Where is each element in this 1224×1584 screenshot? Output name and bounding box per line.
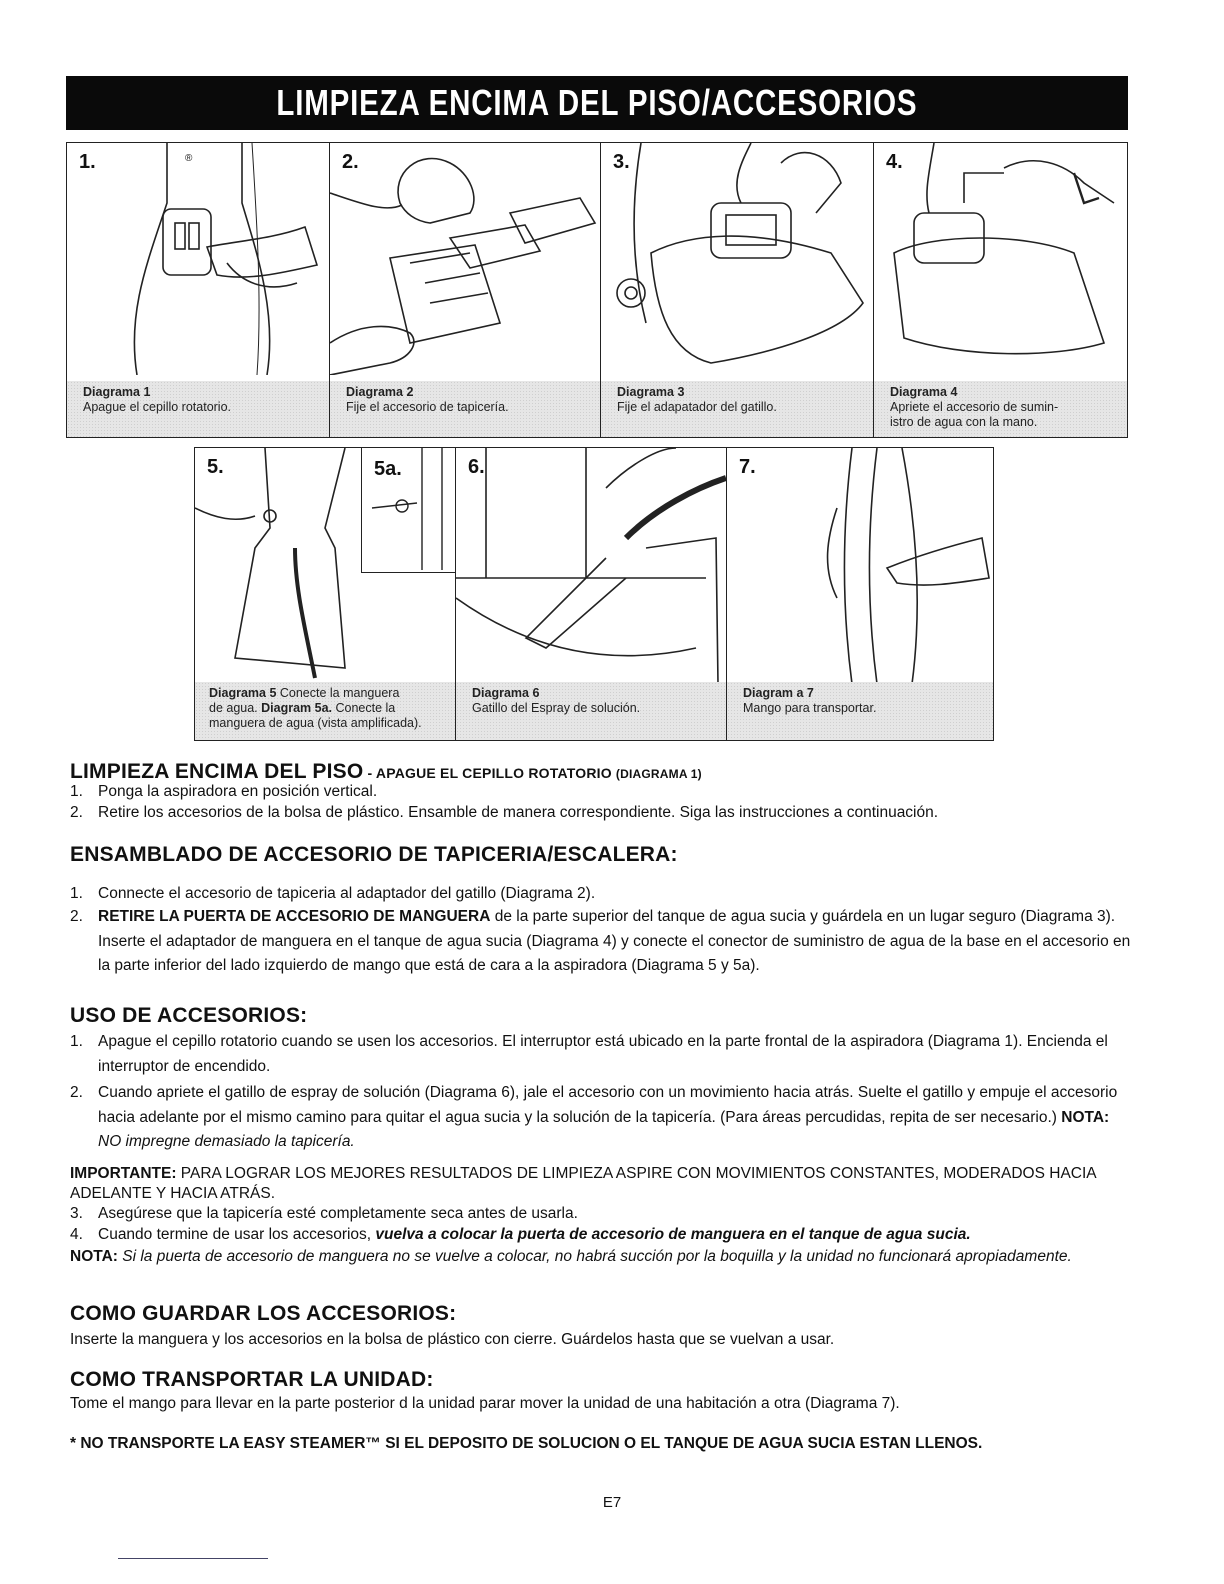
list-item-text: Connecte el accesorio de tapiceria al adaptador del gatillo (Diagrama 2). xyxy=(98,885,596,902)
diagram-6-panel xyxy=(455,447,727,741)
heading-transportar: COMO TRANSPORTAR LA UNIDAD: xyxy=(70,1368,434,1391)
diagram-1-text: Apague el cepillo rotatorio. xyxy=(83,400,232,414)
diagram-4-panel xyxy=(873,142,1128,438)
diagram-7-caption xyxy=(727,682,993,740)
list-item-text: Retire los accesorios de la bolsa de plástico. Ensamble de manera correspondiente. Siga las instrucciones a continuación. xyxy=(98,804,939,821)
diagram-6-caption xyxy=(456,682,726,740)
importante-text: PARA LOGRAR LOS MEJORES RESULTADOS DE LIMPIEZA ASPIRE CON MOVIMIENTOS CONSTANTES, MODERADOS HACIA ADELANTE Y HACIA ATRÁS. xyxy=(70,1165,1096,1202)
heading-guardar: COMO GUARDAR LOS ACCESORIOS: xyxy=(70,1302,457,1325)
list-item-number: 2. xyxy=(70,908,83,925)
diagram-3-illustration xyxy=(601,143,874,375)
nota-note xyxy=(70,1247,1130,1267)
importante-note xyxy=(70,1164,1130,1204)
list-item-text: Ponga la aspiradora en posición vertical. xyxy=(98,783,378,800)
diagram-1-illustration xyxy=(67,143,330,375)
diagram-4-text-2: istro de agua con la mano. xyxy=(890,415,1038,429)
list-item-number: 1. xyxy=(70,1033,83,1050)
diagram-2-title: Diagrama 2 xyxy=(346,385,414,399)
diagram-4-caption xyxy=(874,381,1127,437)
diagram-3-title: Diagrama 3 xyxy=(617,385,685,399)
list-item xyxy=(70,801,1132,826)
page-number: E7 xyxy=(602,1494,622,1511)
list-item-number: 1. xyxy=(70,783,83,800)
list-item xyxy=(70,1030,1132,1079)
diagram-5-text-3: manguera de agua (vista amplificada). xyxy=(209,716,422,730)
heading-limpieza-paren: (DIAGRAMA 1) xyxy=(615,767,702,781)
warning-text: * NO TRANSPORTE LA EASY STEAMER™ SI EL DEPOSITO DE SOLUCION O EL TANQUE DE AGUA SUCIA ESTAN LLENOS. xyxy=(70,1435,983,1452)
list-item-number: 3. xyxy=(70,1205,83,1222)
list-item-text-wrap xyxy=(98,905,1132,979)
diagram-5-caption xyxy=(195,682,455,740)
diagram-2-text: Fije el accesorio de tapicería. xyxy=(346,400,509,414)
diagram-5a-inset xyxy=(361,447,456,573)
diagram-6-title: Diagrama 6 xyxy=(472,686,540,700)
diagram-5a-title: Diagram 5a. xyxy=(261,701,333,715)
diagram-3-caption xyxy=(601,381,873,437)
diagram-5-text-2b: Conecte la xyxy=(332,701,396,715)
diagram-3-panel xyxy=(600,142,874,438)
list-item xyxy=(70,1204,1132,1224)
list-item-text: Cuando termine de usar los accesorios, xyxy=(98,1226,376,1243)
diagram-5-panel xyxy=(194,447,456,741)
diagram-4-number: 4. xyxy=(886,151,903,173)
diagram-2-illustration xyxy=(330,143,601,375)
list-item-text-wrap xyxy=(98,1225,1132,1245)
heading-uso: USO DE ACCESORIOS: xyxy=(70,1004,308,1027)
nota-label: NOTA: xyxy=(1061,1108,1110,1126)
diagram-4-title: Diagrama 4 xyxy=(890,385,958,399)
list-item xyxy=(70,882,1132,907)
list-item xyxy=(70,1225,1132,1245)
diagram-5-text-2a: de agua. xyxy=(209,701,262,715)
diagram-2-panel xyxy=(329,142,601,438)
list-item-number: 1. xyxy=(70,885,83,902)
guardar-text: Inserte la manguera y los accesorios en la bolsa de plástico con cierre. Guárdelos hasta que se vuelvan a usar. xyxy=(70,1331,835,1348)
list-item-text: Apague el cepillo rotatorio cuando se usen los accesorios. El interruptor está ubicado en la parte frontal de la aspiradora (Diagrama 1). Encienda el interruptor de encendido. xyxy=(98,1033,1108,1075)
diagram-2-number: 2. xyxy=(342,151,359,173)
diagram-5-text-1: Conecte la manguera xyxy=(276,686,400,700)
diagram-1-title: Diagrama 1 xyxy=(83,385,151,399)
heading-limpieza-sub: - APAGUE EL CEPILLO ROTATORIO xyxy=(363,765,616,781)
list-item-number: 2. xyxy=(70,804,83,821)
nota-text: NO impregne demasiado la tapicería. xyxy=(98,1133,355,1150)
nota-2-label: NOTA: xyxy=(70,1248,118,1265)
diagram-4-text-1: Apriete el accesorio de sumin- xyxy=(890,400,1059,414)
diagram-7-title: Diagram a 7 xyxy=(743,686,814,700)
diagram-5-number: 5. xyxy=(207,456,224,478)
diagram-1-number: 1. xyxy=(79,151,96,173)
list-item xyxy=(70,905,1132,979)
diagram-2-caption xyxy=(330,381,600,437)
registered-mark: ® xyxy=(185,153,193,164)
footer-rule xyxy=(118,1558,268,1559)
diagram-7-illustration xyxy=(727,448,994,684)
list-item-bold-italic: vuelva a colocar la puerta de accesorio de manguera en el tanque de agua sucia. xyxy=(375,1226,971,1243)
diagram-5a-number: 5a. xyxy=(374,458,402,480)
list-item xyxy=(70,1081,1132,1155)
list-item-text: Asegúrese que la tapicería esté completamente seca antes de usarla. xyxy=(98,1205,578,1222)
diagram-7-panel xyxy=(726,447,994,741)
heading-limpieza-main: LIMPIEZA ENCIMA DEL PISO xyxy=(70,760,364,783)
diagram-1-panel xyxy=(66,142,330,438)
list-item-bold: RETIRE LA PUERTA DE ACCESORIO DE MANGUERA xyxy=(98,908,491,925)
diagram-1-caption xyxy=(67,381,329,437)
list-item-number: 4. xyxy=(70,1226,83,1243)
diagram-6-illustration xyxy=(456,448,727,684)
list-item-number: 2. xyxy=(70,1084,83,1101)
diagram-5-title: Diagrama 5 xyxy=(209,686,277,700)
diagram-7-number: 7. xyxy=(739,456,756,478)
diagram-3-text: Fije el adapatador del gatillo. xyxy=(617,400,777,414)
section-banner xyxy=(66,76,1128,130)
importante-label: IMPORTANTE: xyxy=(70,1165,177,1182)
heading-ensamblado: ENSAMBLADO DE ACCESORIO DE TAPICERIA/ESCALERA: xyxy=(70,843,678,866)
list-item-text: Cuando apriete el gatillo de espray de solución (Diagrama 6), jale el accesorio con un movimiento hacia atrás. Suelte el gatillo y empuje el accesorio hacia adelante por el mismo camino para quitar el agua sucia y la solución de la tapicería. (Para áreas percudidas, repita de ser necesario.) xyxy=(98,1084,1118,1126)
diagram-4-illustration xyxy=(874,143,1128,375)
diagram-3-number: 3. xyxy=(613,151,630,173)
banner-title: LIMPIEZA ENCIMA DEL PISO/ACCESORIOS xyxy=(276,82,918,123)
nota-2-text: Si la puerta de accesorio de manguera no se vuelve a colocar, no habrá succión por la boquilla y la unidad no funcionará apropiadamente. xyxy=(117,1248,1072,1265)
transportar-text: Tome el mango para llevar en la parte posterior d la unidad parar mover la unidad de una habitación a otra (Diagrama 7). xyxy=(70,1395,900,1412)
diagram-6-text: Gatillo del Espray de solución. xyxy=(472,701,641,715)
diagram-7-text: Mango para transportar. xyxy=(743,701,877,715)
list-item-text-wrap xyxy=(98,1081,1132,1155)
list-item-text: de la parte superior del tanque de agua sucia y guárdela en un lugar seguro (Diagrama 3). Inserte el adaptador de manguera en el tanque de agua sucia (Diagrama 4) y conecte el conector de suministro de agua de la base en el accesorio en la parte inferior del lado izquierdo de mango que está de cara a la aspiradora (Diagrama 5 y 5a). xyxy=(98,908,1131,974)
diagram-6-number: 6. xyxy=(468,456,485,478)
